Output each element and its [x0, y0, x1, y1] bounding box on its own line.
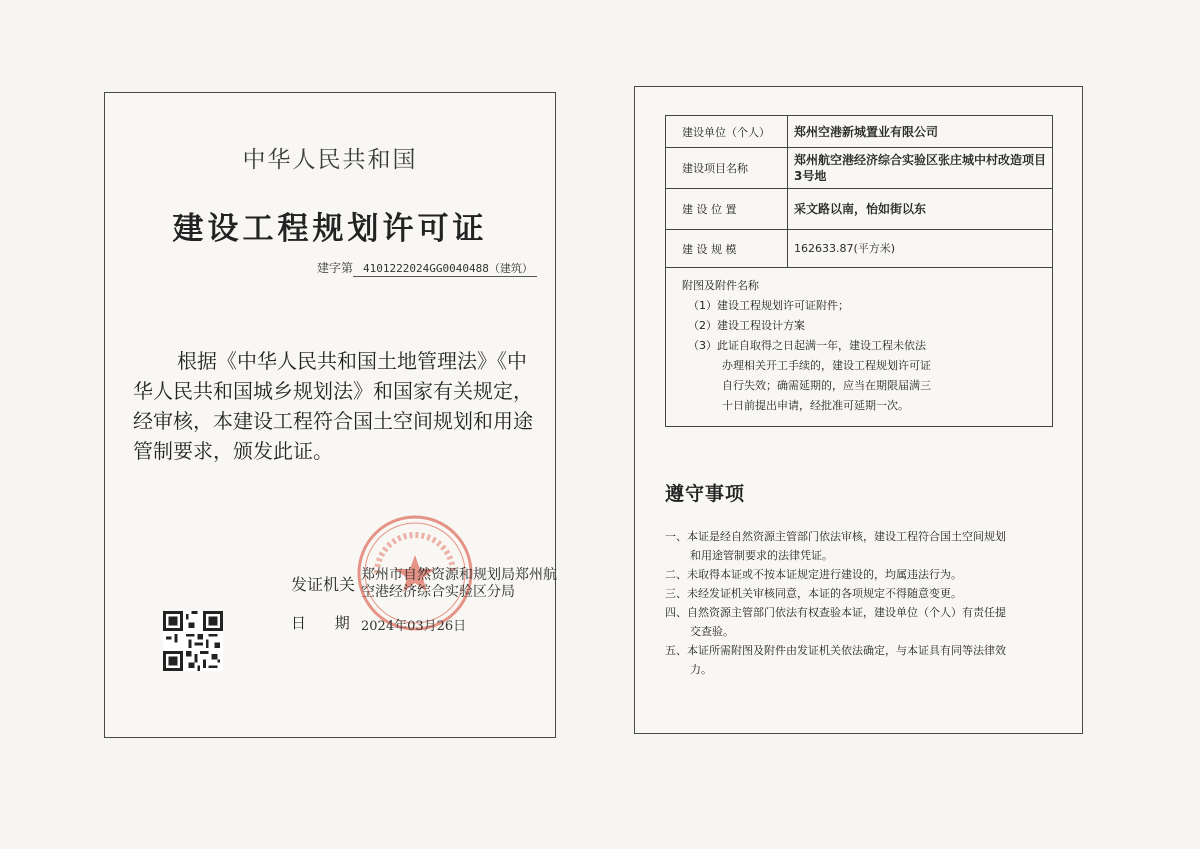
country-name: 中华人民共和国 — [242, 147, 418, 173]
row-label: 建 设 规 模 — [666, 230, 788, 267]
document-title: 建设工程规划许可证 — [172, 211, 488, 247]
issuer-label: 发证机关 — [291, 575, 356, 594]
permit-front-page — [104, 92, 556, 738]
attachments-title: 附图及附件名称 — [682, 279, 759, 292]
date-label: 日 期 — [291, 614, 350, 632]
row-value: 采文路以南，怡如街以东 — [794, 202, 927, 216]
serial-prefix: 建字第 — [317, 261, 354, 275]
permit-body-text: 根据《中华人民共和国土地管理法》《中华人民共和国城乡规划法》和国家有关规定，经审核，本建设工程符合国土空间规划和用途管制要求，颁发此证。 — [133, 349, 533, 463]
notes-title: 遵守事项 — [665, 483, 746, 505]
note-item: 四、自然资源主管部门依法有权查验本证，建设单位（个人）有责任提 — [665, 606, 1006, 619]
note-item: 五、本证所需附图及附件由发证机关依法确定，与本证具有同等法律效 — [665, 644, 1006, 657]
note-continuation: 和用途管制要求的法律凭证。 — [690, 549, 833, 562]
note-item: 三、未经发证机关审核同意，本证的各项规定不得随意变更。 — [665, 587, 962, 600]
row-value: 郑州航空港经济综合实验区张庄城中村改造项目3号地 — [794, 153, 1047, 183]
row-label: 建设单位（个人） — [666, 116, 788, 147]
attachment-continuation: 办理相关开工手续的，建设工程规划许可证 — [722, 359, 931, 372]
attachment-continuation: 十日前提出申请，经批准可延期一次。 — [722, 399, 909, 412]
permit-back-page — [634, 86, 1083, 734]
row-value: 郑州空港新城置业有限公司 — [794, 124, 939, 139]
attachment-item: （3）此证自取得之日起满一年，建设工程未依法 — [688, 339, 926, 352]
attachment-continuation: 自行失效；确需延期的，应当在期限届满三 — [722, 379, 931, 392]
row-label: 建 设 位 置 — [666, 189, 788, 229]
row-value: 162633.87(平方米) — [794, 241, 896, 255]
note-continuation: 力。 — [690, 663, 712, 676]
note-continuation: 交查验。 — [690, 625, 734, 638]
serial-number-row — [317, 259, 537, 277]
date-value: 2024年03月26日 — [361, 619, 467, 634]
attachments-section — [666, 268, 1052, 426]
table-row — [666, 116, 1052, 148]
issuer-value: 郑州市自然资源和规划局郑州航空港经济综合实验区分局 — [361, 567, 557, 600]
attachment-item: （1）建设工程规划许可证附件； — [688, 299, 849, 312]
note-item: 一、本证是经自然资源主管部门依法审核，建设工程符合国土空间规划 — [665, 530, 1006, 543]
row-label: 建设项目名称 — [666, 148, 788, 188]
table-row — [666, 230, 1052, 268]
table-row — [666, 148, 1052, 189]
attachment-item: （2）建设工程设计方案 — [688, 319, 805, 332]
note-item: 二、未取得本证或不按本证规定进行建设的，均属违法行为。 — [665, 568, 962, 581]
notes-list — [665, 527, 1065, 679]
project-info-table — [665, 115, 1053, 427]
table-row — [666, 189, 1052, 230]
qr-code-icon — [163, 611, 223, 671]
serial-number: 4101222024GG0040488（建筑） — [353, 260, 537, 277]
